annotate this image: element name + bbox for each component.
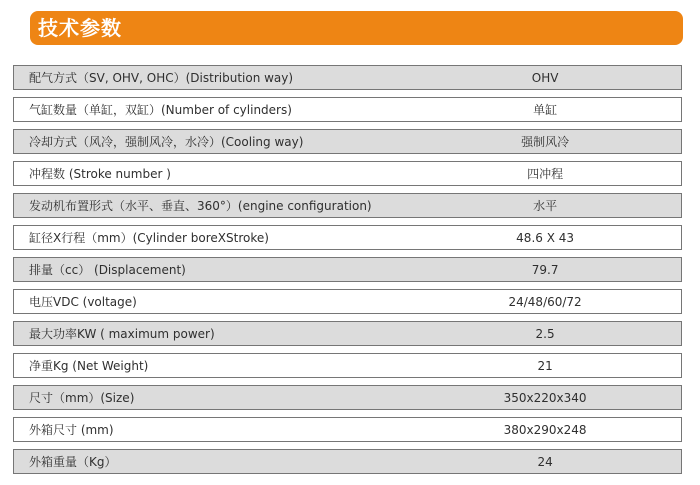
spec-label: 最大功率KW ( maximum power) (29, 327, 215, 341)
spec-label: 外箱尺寸 (mm) (29, 423, 114, 437)
spec-value: 2.5 (535, 326, 555, 341)
spec-value: 强制风冷 (521, 135, 570, 149)
page-title: 技术参数 (38, 16, 122, 40)
spec-row (13, 385, 682, 410)
spec-row (13, 449, 682, 474)
spec-row (13, 353, 682, 378)
spec-value: 79.7 (531, 262, 559, 277)
spec-label: 净重Kg (Net Weight) (29, 359, 149, 373)
spec-label: 电压VDC (voltage) (29, 295, 137, 309)
spec-row (13, 193, 682, 218)
spec-row (13, 65, 682, 90)
spec-row (13, 417, 682, 442)
spec-value: 24 (537, 454, 553, 469)
spec-label: 气缸数量（单缸，双缸）(Number of cylinders) (29, 103, 292, 117)
spec-label: 外箱重量（Kg） (29, 455, 117, 469)
spec-row (13, 225, 682, 250)
spec-row (13, 321, 682, 346)
spec-label: 冲程数 (Stroke number ) (29, 167, 171, 181)
spec-value: 24/48/60/72 (508, 294, 582, 309)
spec-value: 21 (537, 358, 553, 373)
spec-label: 冷却方式（风冷，强制风冷，水冷）(Cooling way) (29, 135, 304, 149)
spec-row (13, 257, 682, 282)
spec-label: 缸径X行程（mm）(Cylinder boreXStroke) (29, 231, 269, 245)
spec-value: 四冲程 (527, 167, 564, 181)
spec-value: 350x220x340 (503, 390, 587, 405)
spec-table (13, 65, 682, 481)
section-header-bar (30, 11, 683, 45)
spec-row (13, 289, 682, 314)
spec-value: 380x290x248 (503, 422, 587, 437)
spec-value: 单缸 (533, 103, 558, 117)
spec-value: 水平 (533, 199, 558, 213)
spec-value: OHV (531, 70, 559, 85)
spec-row (13, 97, 682, 122)
spec-label: 配气方式（SV, OHV, OHC）(Distribution way) (29, 71, 294, 85)
spec-value: 48.6 X 43 (516, 230, 575, 245)
spec-label: 排量（cc） (Displacement) (29, 263, 186, 277)
spec-row (13, 129, 682, 154)
spec-row (13, 161, 682, 186)
spec-label: 发动机布置形式（水平、垂直、360°）(engine configuration) (29, 199, 372, 213)
spec-label: 尺寸（mm）(Size) (29, 391, 135, 405)
